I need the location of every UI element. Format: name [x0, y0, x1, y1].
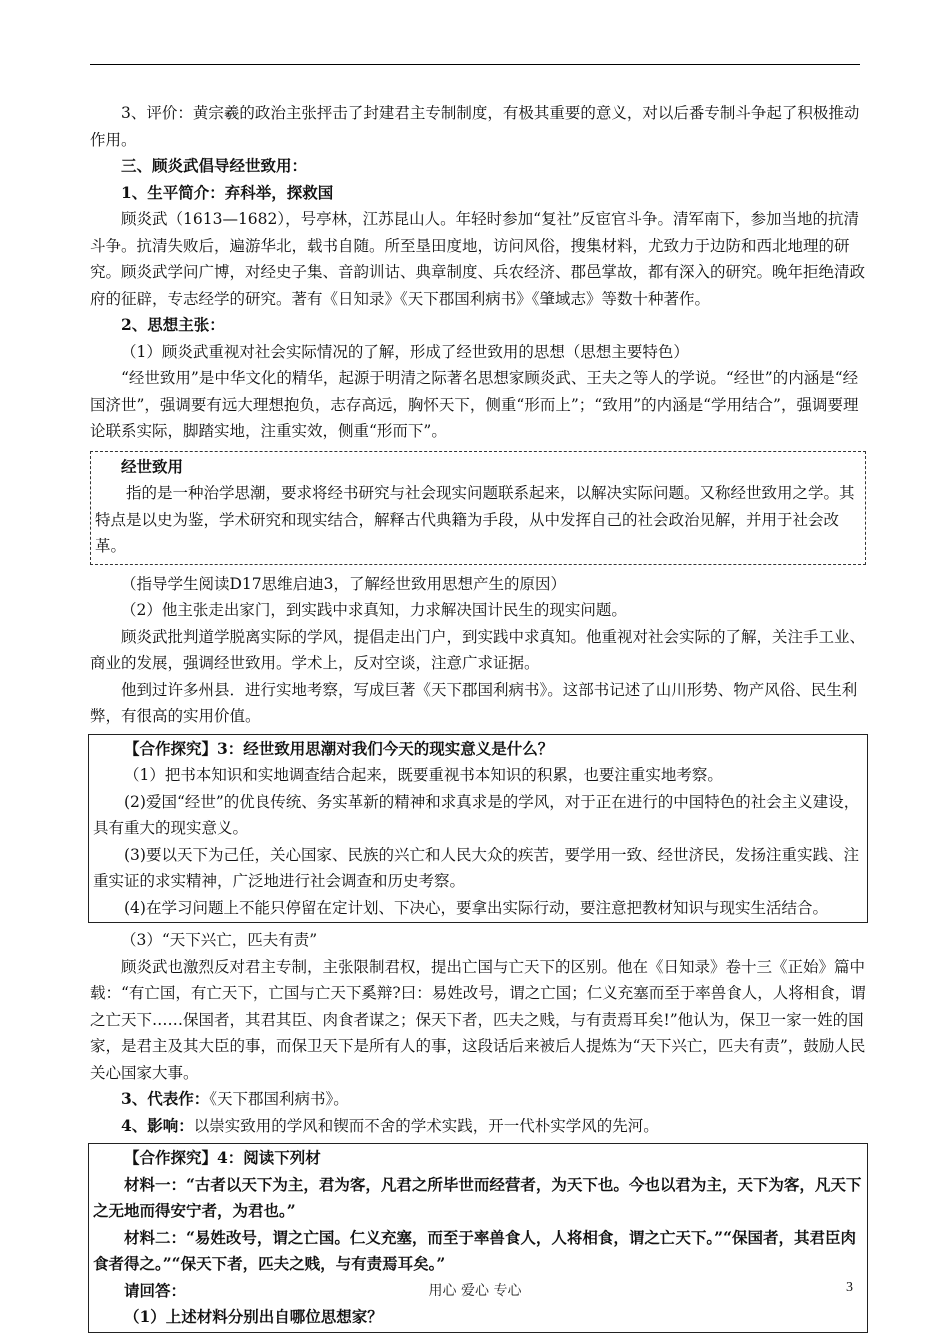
inquiry-3-item: （1）把书本知识和实地调查结合起来，既要重视书本知识的积累，也要注重实地考察。 [124, 766, 723, 784]
inquiry-3-item: (4)在学习问题上不能只停留在定计划、下决心，要拿出实际行动，要注意把教材知识与现实生活结合。 [124, 898, 828, 917]
representative-work-value: 《天下郡国利病书》。 [209, 1090, 349, 1108]
header-rule [90, 64, 860, 65]
representative-work-label: 3、代表作： [121, 1089, 210, 1108]
biography-paragraph: 顾炎武（1613—1682），号亭林，江苏昆山人。年轻时参加“复社”反宦官斗争。清军南下，参加当地的抗清斗争。抗清失败后，遍游华北，载书自随。所至垦田度地，访问风俗，搜集材料，尤致力于边防和西北地理的研究。顾炎武学问广博，对经史子集、音韵训诂、典章制度、兵农经济、郡邑掌故，都有深入的研究。晚年拒绝清政府的征辟，专志经学的研究。著有《日知录》《天下郡国利病书》《肇域志》等数十种著作。 [90, 210, 866, 308]
idea-1-explanation: “经世致用”是中华文化的精华，起源于明清之际著名思想家顾炎武、王夫之等人的学说。“经世”的内涵是“经国济世”，强调要有远大理想抱负，志存高远，胸怀天下，侧重“形而上”；“致用”的内涵是“学用结合”，强调要理论联系实际，脚踏实地，注重实效，侧重“形而下”。 [90, 369, 859, 440]
inquiry-3-item: (3)要以天下为己任，关心国家、民族的兴亡和人民大众的疾苦，要学用一致、经世济民，发扬注重实践、注重实证的求实精神，广泛地进行社会调查和历史考察。 [93, 845, 859, 890]
page-number: 3 [846, 1280, 853, 1295]
guide-note: （指导学生阅读D17思维启迪3，了解经世致用思想产生的原因） [121, 574, 567, 593]
subheading-ideas: 2、思想主张： [121, 315, 225, 334]
question-prompt: 请回答： [124, 1280, 187, 1300]
cooperative-inquiry-4-box [88, 1143, 868, 1333]
definition-text: 指的是一种治学思潮，要求将经书研究与社会现实问题联系起来，以解决实际问题。又称经世致用之学。其特点是以史为鉴，学术研究和现实结合，解释古代典籍为手段，从中发挥自己的社会政治见解，并用于社会改革。 [95, 484, 855, 555]
inquiry-3-item: (2)爱国“经世”的优良传统、务实革新的精神和求真求是的学风，对于正在进行的中国特色的社会主义建设，具有重大的现实意义。 [93, 792, 860, 837]
influence [90, 1113, 866, 1140]
idea-2-field-study: 他到过许多州县．进行实地考察，写成巨著《天下郡国利病书》。这部书记述了山川形势、物产风俗、民生利弊，有很高的实用价值。 [90, 680, 858, 725]
cooperative-inquiry-3-box [88, 734, 868, 924]
inquiry-4-title: 【合作探究】4：阅读下列材 [124, 1148, 321, 1167]
representative-work [90, 1086, 866, 1113]
section-heading-3: 三、顾炎武倡导经世致用： [121, 156, 308, 175]
material-1: 材料一：“古者以天下为主，君为客，凡君之所毕世而经营者，为天下也。今也以君为主，天下为客，凡天下之无地而得安宁者，为君也。” [93, 1174, 862, 1220]
idea-1-paragraph: （1）顾炎武重视对社会实际情况的了解，形成了经世致用的思想（思想主要特色） [121, 342, 689, 361]
definition-box [90, 451, 866, 565]
idea-3-explanation: 顾炎武也激烈反对君主专制，主张限制君权，提出亡国与亡天下的区别。他在《日知录》卷十三《正始》篇中载：“有亡国，有亡天下，亡国与亡天下奚辩?曰：易姓改号，谓之亡国；仁义充塞而至于率兽食人，人将相食，谓之亡天下……保国者，其君其臣、肉食者谋之；保天下者，匹夫之贱，与有责焉耳矣!”他认为，保卫一家一姓的国家，是君主及其大臣的事，而保卫天下是所有人的事，这段话后来被后人提炼为“天下兴亡，匹夫有责”，鼓励人民关心国家大事。 [90, 957, 866, 1082]
influence-label: 4、影响： [121, 1115, 194, 1135]
idea-2-explanation: 顾炎武批判道学脱离实际的学风，提倡走出门户，到实践中求真知。他重视对社会实际的了解，关注手工业、商业的发展，强调经世致用。学术上，反对空谈，注意广求证据。 [90, 627, 866, 672]
evaluation-paragraph: 3、评价：黄宗羲的政治主张抨击了封建君主专制制度，有极其重要的意义，对以后番专制斗争起了积极推动作用。 [90, 104, 860, 149]
influence-value: 以崇实致用的学风和锲而不舍的学术实践，开一代朴实学风的先河。 [193, 1116, 659, 1135]
document-body [90, 100, 866, 1337]
question-1: （1）上述材料分别出自哪位思想家？ [124, 1307, 383, 1326]
definition-title: 经世致用 [121, 456, 184, 476]
idea-3-heading: （3）“天下兴亡，匹夫有责” [121, 931, 318, 949]
inquiry-3-title: 【合作探究】3：经世致用思潮对我们今天的现实意义是什么？ [124, 738, 554, 758]
material-2: 材料二：“易姓改号，谓之亡国。仁义充塞，而至于率兽食人，人将相食，谓之亡天下。”“保国者，其君臣肉食者得之。”“保天下者，匹夫之贱，与有责焉耳矣。” [93, 1227, 857, 1273]
idea-2-paragraph: （2）他主张走出家门，到实践中求真知，力求解决国计民生的现实问题。 [121, 601, 627, 619]
subheading-biography: 1、生平简介：弃科举，探救国 [121, 182, 334, 202]
footer-motto: 用心 爱心 专心 [428, 1283, 522, 1299]
